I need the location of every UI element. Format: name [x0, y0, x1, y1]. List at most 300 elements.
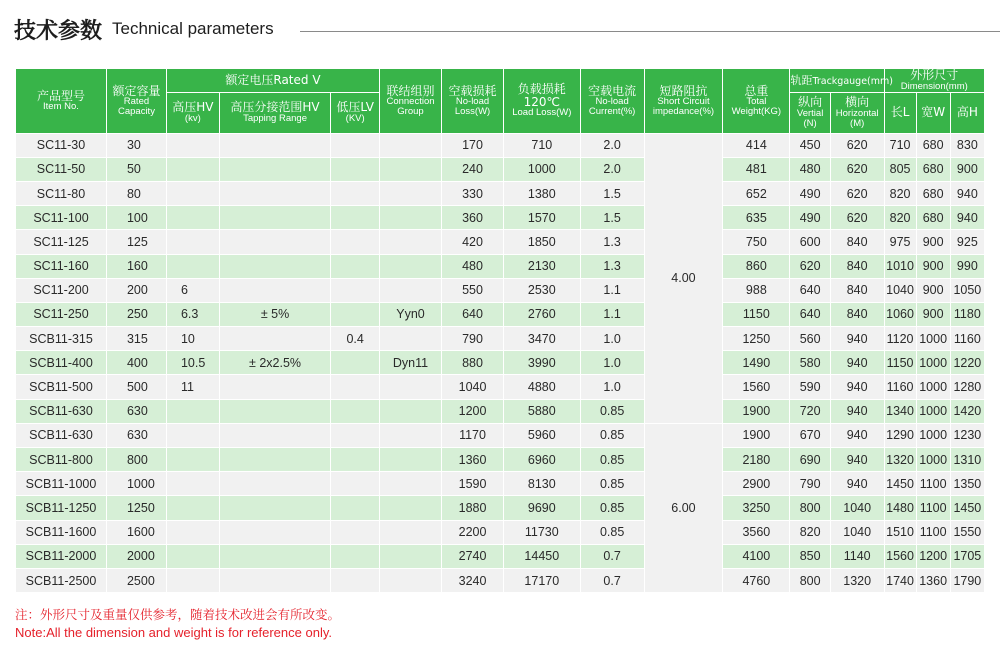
cell-vertical: 580	[790, 351, 830, 375]
cell-width: 900	[916, 278, 950, 302]
cell-load-loss: 2760	[504, 302, 581, 326]
table-row	[16, 544, 985, 568]
cell-capacity: 50	[106, 157, 166, 181]
cell-tapping	[219, 544, 331, 568]
cell-connection	[379, 157, 441, 181]
cell-hv	[166, 181, 219, 205]
cell-height: 1160	[950, 327, 984, 351]
cell-tapping	[219, 181, 331, 205]
cell-capacity: 160	[106, 254, 166, 278]
cell-model: SCB11-630	[16, 423, 107, 447]
cell-vertical: 480	[790, 157, 830, 181]
cell-horizontal: 940	[830, 375, 884, 399]
cell-capacity: 500	[106, 375, 166, 399]
cell-tapping	[219, 157, 331, 181]
cell-hv	[166, 448, 219, 472]
cell-no-load-current: 0.85	[580, 399, 644, 423]
cell-weight: 1250	[723, 327, 790, 351]
cell-weight: 481	[723, 157, 790, 181]
cell-weight: 750	[723, 230, 790, 254]
cell-load-loss: 1570	[504, 206, 581, 230]
cell-connection: Dyn11	[379, 351, 441, 375]
cell-horizontal: 1140	[830, 544, 884, 568]
cell-weight: 3560	[723, 520, 790, 544]
cell-lv	[331, 181, 380, 205]
cell-lv	[331, 399, 380, 423]
cell-vertical: 490	[790, 181, 830, 205]
cell-weight: 1150	[723, 302, 790, 326]
cell-height: 1050	[950, 278, 984, 302]
cell-tapping	[219, 423, 331, 447]
cell-width: 680	[916, 181, 950, 205]
cell-load-loss: 5880	[504, 399, 581, 423]
table-row	[16, 327, 985, 351]
cell-vertical: 620	[790, 254, 830, 278]
cell-lv	[331, 254, 380, 278]
cell-load-loss: 14450	[504, 544, 581, 568]
table-row	[16, 568, 985, 592]
cell-capacity: 200	[106, 278, 166, 302]
table-row	[16, 302, 985, 326]
cell-vertical: 490	[790, 206, 830, 230]
cell-lv	[331, 448, 380, 472]
cell-capacity: 100	[106, 206, 166, 230]
cell-width: 1000	[916, 448, 950, 472]
cell-vertical: 820	[790, 520, 830, 544]
col-total-weight: 总重 Total Weight(KG)	[723, 69, 790, 134]
cell-capacity: 125	[106, 230, 166, 254]
cell-no-load-loss: 240	[442, 157, 504, 181]
cell-horizontal: 940	[830, 351, 884, 375]
cell-horizontal: 1320	[830, 568, 884, 592]
cell-weight: 860	[723, 254, 790, 278]
cell-horizontal: 940	[830, 399, 884, 423]
cell-no-load-loss: 170	[442, 133, 504, 157]
cell-no-load-loss: 640	[442, 302, 504, 326]
cell-height: 1450	[950, 496, 984, 520]
cell-length: 1150	[884, 351, 916, 375]
cell-model: SCB11-2000	[16, 544, 107, 568]
cell-horizontal: 940	[830, 423, 884, 447]
table-row	[16, 278, 985, 302]
cell-no-load-current: 1.1	[580, 302, 644, 326]
cell-width: 900	[916, 230, 950, 254]
cell-length: 975	[884, 230, 916, 254]
technical-parameters-table	[15, 68, 985, 593]
cell-lv	[331, 544, 380, 568]
cell-no-load-loss: 1880	[442, 496, 504, 520]
cell-width: 680	[916, 206, 950, 230]
cell-no-load-current: 0.85	[580, 520, 644, 544]
cell-no-load-loss: 3240	[442, 568, 504, 592]
cell-tapping	[219, 448, 331, 472]
cell-weight: 988	[723, 278, 790, 302]
cell-connection	[379, 206, 441, 230]
table-row	[16, 206, 985, 230]
cell-model: SCB11-1250	[16, 496, 107, 520]
cell-height: 940	[950, 181, 984, 205]
cell-capacity: 250	[106, 302, 166, 326]
col-no-load-loss: 空载损耗 No-load Loss(W)	[442, 69, 504, 134]
cell-impedance: 6.00	[644, 423, 723, 592]
cell-width: 1000	[916, 399, 950, 423]
table-row	[16, 520, 985, 544]
cell-connection	[379, 230, 441, 254]
cell-horizontal: 840	[830, 302, 884, 326]
cell-width: 1100	[916, 472, 950, 496]
cell-lv	[331, 351, 380, 375]
table-row	[16, 157, 985, 181]
cell-length: 820	[884, 181, 916, 205]
cell-height: 1705	[950, 544, 984, 568]
cell-height: 1180	[950, 302, 984, 326]
col-horizontal: 横向 Horizontal (M)	[830, 92, 884, 133]
cell-connection	[379, 399, 441, 423]
col-group-trackgauge: 轨距Trackgauge(mm)	[790, 69, 884, 93]
cell-tapping: ± 2x2.5%	[219, 351, 331, 375]
cell-horizontal: 840	[830, 278, 884, 302]
cell-length: 1290	[884, 423, 916, 447]
cell-load-loss: 2130	[504, 254, 581, 278]
cell-load-loss: 1850	[504, 230, 581, 254]
cell-hv	[166, 230, 219, 254]
cell-no-load-loss: 1360	[442, 448, 504, 472]
col-group-rated-voltage: 额定电压Rated V	[166, 69, 379, 93]
cell-load-loss: 4880	[504, 375, 581, 399]
cell-hv	[166, 520, 219, 544]
cell-no-load-loss: 790	[442, 327, 504, 351]
table-row	[16, 496, 985, 520]
cell-hv	[166, 544, 219, 568]
cell-tapping: ± 5%	[219, 302, 331, 326]
cell-capacity: 1000	[106, 472, 166, 496]
cell-no-load-current: 0.85	[580, 472, 644, 496]
cell-horizontal: 1040	[830, 496, 884, 520]
cell-load-loss: 9690	[504, 496, 581, 520]
cell-weight: 1560	[723, 375, 790, 399]
cell-vertical: 560	[790, 327, 830, 351]
cell-model: SC11-50	[16, 157, 107, 181]
cell-length: 1450	[884, 472, 916, 496]
cell-load-loss: 2530	[504, 278, 581, 302]
cell-model: SCB11-315	[16, 327, 107, 351]
col-height: 高H	[950, 92, 984, 133]
cell-length: 710	[884, 133, 916, 157]
cell-width: 1200	[916, 544, 950, 568]
cell-lv	[331, 302, 380, 326]
cell-width: 1100	[916, 520, 950, 544]
cell-model: SCB11-500	[16, 375, 107, 399]
cell-no-load-current: 1.0	[580, 351, 644, 375]
cell-weight: 1900	[723, 399, 790, 423]
cell-hv	[166, 423, 219, 447]
cell-connection	[379, 375, 441, 399]
cell-horizontal: 620	[830, 206, 884, 230]
table-row	[16, 448, 985, 472]
cell-capacity: 2500	[106, 568, 166, 592]
cell-load-loss: 17170	[504, 568, 581, 592]
col-rated-capacity: 额定容量 Rated Capacity	[106, 69, 166, 134]
cell-height: 900	[950, 157, 984, 181]
cell-no-load-current: 1.3	[580, 230, 644, 254]
cell-vertical: 640	[790, 278, 830, 302]
cell-connection	[379, 181, 441, 205]
cell-no-load-current: 1.0	[580, 327, 644, 351]
cell-no-load-current: 0.85	[580, 423, 644, 447]
cell-vertical: 720	[790, 399, 830, 423]
cell-model: SC11-250	[16, 302, 107, 326]
cell-tapping	[219, 496, 331, 520]
cell-height: 1220	[950, 351, 984, 375]
cell-weight: 2180	[723, 448, 790, 472]
cell-length: 805	[884, 157, 916, 181]
cell-tapping	[219, 375, 331, 399]
cell-width: 680	[916, 133, 950, 157]
cell-model: SC11-200	[16, 278, 107, 302]
cell-model: SCB11-1000	[16, 472, 107, 496]
cell-height: 1420	[950, 399, 984, 423]
cell-load-loss: 6960	[504, 448, 581, 472]
table-body	[16, 133, 985, 593]
cell-connection	[379, 496, 441, 520]
cell-lv	[331, 520, 380, 544]
cell-connection	[379, 423, 441, 447]
cell-length: 1320	[884, 448, 916, 472]
table-row	[16, 230, 985, 254]
cell-length: 1010	[884, 254, 916, 278]
cell-height: 1550	[950, 520, 984, 544]
cell-capacity: 80	[106, 181, 166, 205]
cell-height: 1230	[950, 423, 984, 447]
cell-load-loss: 3470	[504, 327, 581, 351]
cell-connection	[379, 327, 441, 351]
cell-load-loss: 3990	[504, 351, 581, 375]
cell-load-loss: 5960	[504, 423, 581, 447]
cell-capacity: 630	[106, 423, 166, 447]
cell-no-load-loss: 360	[442, 206, 504, 230]
cell-no-load-current: 1.5	[580, 206, 644, 230]
cell-load-loss: 710	[504, 133, 581, 157]
cell-no-load-current: 1.0	[580, 375, 644, 399]
cell-model: SCB11-630	[16, 399, 107, 423]
cell-lv	[331, 496, 380, 520]
cell-no-load-loss: 1590	[442, 472, 504, 496]
cell-no-load-loss: 480	[442, 254, 504, 278]
cell-hv: 11	[166, 375, 219, 399]
cell-tapping	[219, 472, 331, 496]
cell-tapping	[219, 327, 331, 351]
cell-no-load-current: 2.0	[580, 133, 644, 157]
cell-vertical: 590	[790, 375, 830, 399]
cell-length: 1160	[884, 375, 916, 399]
cell-no-load-current: 0.7	[580, 544, 644, 568]
cell-vertical: 670	[790, 423, 830, 447]
cell-height: 1350	[950, 472, 984, 496]
cell-no-load-current: 1.1	[580, 278, 644, 302]
section-header	[14, 14, 986, 48]
cell-lv	[331, 472, 380, 496]
cell-capacity: 2000	[106, 544, 166, 568]
cell-model: SCB11-800	[16, 448, 107, 472]
cell-horizontal: 840	[830, 254, 884, 278]
cell-no-load-loss: 1200	[442, 399, 504, 423]
cell-width: 900	[916, 254, 950, 278]
cell-hv: 6.3	[166, 302, 219, 326]
cell-connection	[379, 472, 441, 496]
cell-weight: 414	[723, 133, 790, 157]
col-product-model: 产品型号 Item No.	[16, 69, 107, 134]
cell-hv	[166, 157, 219, 181]
cell-weight: 635	[723, 206, 790, 230]
cell-horizontal: 620	[830, 181, 884, 205]
cell-vertical: 850	[790, 544, 830, 568]
col-vertical: 纵向 Vertial (N)	[790, 92, 830, 133]
cell-hv	[166, 399, 219, 423]
cell-no-load-loss: 330	[442, 181, 504, 205]
cell-connection	[379, 544, 441, 568]
cell-capacity: 1600	[106, 520, 166, 544]
cell-vertical: 800	[790, 496, 830, 520]
cell-no-load-loss: 1170	[442, 423, 504, 447]
cell-vertical: 790	[790, 472, 830, 496]
cell-width: 1360	[916, 568, 950, 592]
cell-length: 1120	[884, 327, 916, 351]
cell-model: SC11-160	[16, 254, 107, 278]
cell-capacity: 30	[106, 133, 166, 157]
cell-weight: 4100	[723, 544, 790, 568]
cell-capacity: 315	[106, 327, 166, 351]
cell-width: 900	[916, 302, 950, 326]
cell-model: SCB11-1600	[16, 520, 107, 544]
cell-hv	[166, 496, 219, 520]
cell-horizontal: 1040	[830, 520, 884, 544]
col-load-loss: 负载损耗 120℃ Load Loss(W)	[504, 69, 581, 134]
col-group-dimension: 外形尺寸 Dimension(mm)	[884, 69, 984, 93]
cell-no-load-loss: 2200	[442, 520, 504, 544]
cell-vertical: 450	[790, 133, 830, 157]
cell-lv	[331, 206, 380, 230]
cell-no-load-current: 2.0	[580, 157, 644, 181]
cell-weight: 1490	[723, 351, 790, 375]
cell-tapping	[219, 399, 331, 423]
cell-load-loss: 8130	[504, 472, 581, 496]
cell-length: 820	[884, 206, 916, 230]
cell-connection	[379, 448, 441, 472]
cell-tapping	[219, 254, 331, 278]
col-no-load-current: 空载电流 No-load Current(%)	[580, 69, 644, 134]
cell-vertical: 690	[790, 448, 830, 472]
cell-height: 940	[950, 206, 984, 230]
cell-width: 1000	[916, 327, 950, 351]
cell-no-load-current: 1.3	[580, 254, 644, 278]
cell-hv: 6	[166, 278, 219, 302]
title-chinese: 技术参数	[14, 19, 103, 44]
cell-connection: Yyn0	[379, 302, 441, 326]
col-width: 宽W	[916, 92, 950, 133]
table-row	[16, 181, 985, 205]
cell-weight: 652	[723, 181, 790, 205]
cell-model: SCB11-2500	[16, 568, 107, 592]
cell-load-loss: 1380	[504, 181, 581, 205]
table-row	[16, 375, 985, 399]
cell-connection	[379, 254, 441, 278]
cell-horizontal: 620	[830, 133, 884, 157]
cell-load-loss: 11730	[504, 520, 581, 544]
cell-length: 1560	[884, 544, 916, 568]
cell-no-load-current: 1.5	[580, 181, 644, 205]
cell-lv	[331, 133, 380, 157]
cell-lv	[331, 568, 380, 592]
cell-impedance: 4.00	[644, 133, 723, 423]
cell-hv	[166, 472, 219, 496]
cell-model: SC11-125	[16, 230, 107, 254]
cell-length: 1340	[884, 399, 916, 423]
cell-no-load-loss: 2740	[442, 544, 504, 568]
cell-height: 1310	[950, 448, 984, 472]
cell-horizontal: 620	[830, 157, 884, 181]
cell-horizontal: 940	[830, 327, 884, 351]
cell-length: 1040	[884, 278, 916, 302]
cell-horizontal: 940	[830, 448, 884, 472]
cell-hv: 10	[166, 327, 219, 351]
cell-tapping	[219, 206, 331, 230]
note-chinese: 注：外形尺寸及重量仅供参考，随着技术改进会有所改变。	[15, 607, 341, 622]
cell-connection	[379, 278, 441, 302]
table-row	[16, 399, 985, 423]
cell-weight: 1900	[723, 423, 790, 447]
col-length: 长L	[884, 92, 916, 133]
cell-capacity: 400	[106, 351, 166, 375]
cell-length: 1510	[884, 520, 916, 544]
cell-horizontal: 940	[830, 472, 884, 496]
cell-hv	[166, 254, 219, 278]
cell-lv	[331, 375, 380, 399]
cell-tapping	[219, 230, 331, 254]
cell-capacity: 1250	[106, 496, 166, 520]
cell-tapping	[219, 133, 331, 157]
cell-model: SC11-30	[16, 133, 107, 157]
cell-vertical: 640	[790, 302, 830, 326]
cell-width: 1000	[916, 375, 950, 399]
cell-lv	[331, 230, 380, 254]
title-divider	[300, 31, 1000, 32]
cell-hv	[166, 206, 219, 230]
cell-lv	[331, 157, 380, 181]
cell-model: SCB11-400	[16, 351, 107, 375]
cell-no-load-current: 0.7	[580, 568, 644, 592]
cell-width: 1000	[916, 423, 950, 447]
cell-vertical: 600	[790, 230, 830, 254]
col-lv: 低压LV (KV)	[331, 92, 380, 133]
cell-width: 680	[916, 157, 950, 181]
cell-connection	[379, 568, 441, 592]
cell-tapping	[219, 568, 331, 592]
cell-weight: 2900	[723, 472, 790, 496]
cell-hv: 10.5	[166, 351, 219, 375]
cell-hv	[166, 133, 219, 157]
table-row	[16, 351, 985, 375]
col-tapping-range: 高压分接范围HV Tapping Range	[219, 92, 331, 133]
cell-capacity: 630	[106, 399, 166, 423]
col-connection-group: 联结组别 Connection Group	[379, 69, 441, 134]
table-row	[16, 254, 985, 278]
title-english: Technical parameters	[112, 19, 274, 38]
table-row	[16, 133, 985, 157]
cell-no-load-loss: 880	[442, 351, 504, 375]
cell-lv: 0.4	[331, 327, 380, 351]
cell-tapping	[219, 520, 331, 544]
cell-connection	[379, 520, 441, 544]
